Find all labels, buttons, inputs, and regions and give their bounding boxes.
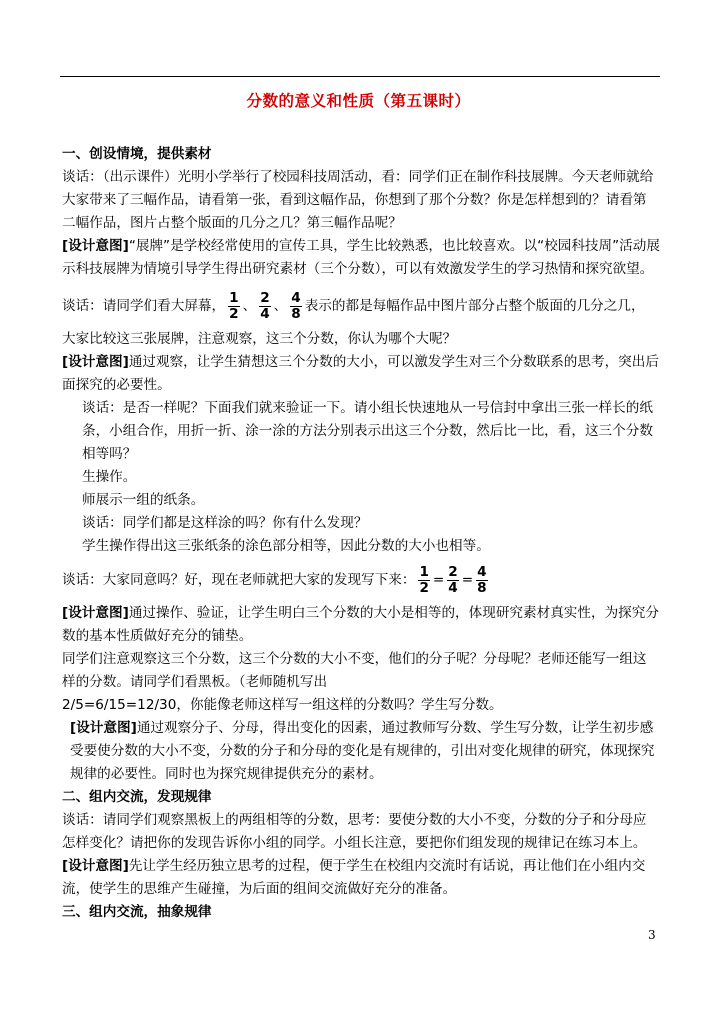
fractions-tail: 表示的都是每幅作品中图片部分占整个版面的几分之几，	[304, 298, 645, 314]
paragraph-verify: 谈话：是否一样呢？下面我们就来验证一下。请小组长快速地从一号信封中拿出三张一样长的纸条，小组合作，用折一折、涂一涂的方法分别表示出这三个分数，然后比一比，看，这三个分数相等吗？	[82, 400, 653, 462]
fraction-numerator: 2	[448, 563, 458, 580]
design-intent-1	[62, 235, 660, 281]
eq-fraction-3	[476, 565, 487, 596]
separator: 、	[242, 298, 257, 314]
paragraph-question: 谈话：同学们都是这样涂的吗？你有什么发现？	[82, 515, 368, 531]
design-intent-label: [设计意图]	[62, 238, 129, 254]
page-number: 3	[648, 928, 656, 942]
design-intent-text: 通过观察，让学生猜想这三个分数的大小，可以激发学生对三个分数联系的思考，突出后面探究的必要性。	[62, 354, 659, 393]
fraction-denominator: 4	[448, 579, 458, 596]
design-intent-text: 先让学生经历独立思考的过程，便于学生在校组内交流时有话说，再让他们在小组内交流，使学生的思维产生碰撞，为后面的组间交流做好充分的准备。	[62, 858, 646, 897]
eq-fraction-1	[418, 565, 429, 596]
paragraph-fractions	[62, 284, 660, 328]
paragraph-intro: 谈话：（出示课件）光明小学举行了校园科技周活动，看：同学们正在制作科技展牌。今天老师就给大家带来了三幅作品，请看第一张，看到这幅作品，你想到了那个分数？你是怎样想到的？请看第二幅作品，图片占整个版面的几分之几？第三幅作品呢？	[62, 169, 654, 231]
fraction-numerator: 1	[419, 563, 429, 580]
paragraph-example: 2/5=6/15=12/30，你能像老师这样写一组这样的分数吗？学生写分数。	[62, 697, 503, 713]
fraction-numerator: 2	[260, 289, 270, 306]
section-heading-1: 一、创设情境，提供素材	[62, 146, 212, 162]
paragraph-observe: 同学们注意观察这三个分数，这三个分数的大小不变，他们的分子呢？分母呢？老师还能写一组这样的分数。请同学们看黑板。（老师随机写出	[62, 651, 647, 690]
fractions-lead: 谈话：请同学们看大屏幕，	[62, 298, 226, 314]
fraction-numerator: 4	[291, 289, 301, 306]
page-title: 分数的意义和性质（第五课时）	[246, 92, 471, 110]
separator: 、	[273, 298, 288, 314]
design-intent-2	[62, 351, 660, 397]
design-intent-5	[62, 855, 660, 901]
fraction-3	[290, 291, 301, 322]
design-intent-3	[62, 602, 660, 648]
fraction-2	[259, 291, 270, 322]
equals-sign: =	[461, 572, 474, 588]
document-body	[62, 143, 660, 924]
eq-fraction-2	[447, 565, 458, 596]
fraction-numerator: 4	[477, 563, 487, 580]
fraction-denominator: 8	[291, 305, 301, 322]
design-intent-text: 通过操作、验证，让学生明白三个分数的大小是相等的，体现研究素材真实性，为探究分数的基本性质做好充分的铺垫。	[62, 605, 659, 644]
paragraph-group-discuss: 谈话：请同学们观察黑板上的两组相等的分数，思考：要使分数的大小不变，分数的分子和分母应怎样变化？请把你的发现告诉你小组的同学。小组长注意，要把你们组发现的规律记在练习本上。	[62, 812, 647, 851]
equation-lead: 谈话：大家同意吗？好，现在老师就把大家的发现写下来：	[62, 572, 416, 588]
fraction-numerator: 1	[229, 289, 239, 306]
paragraph-operate: 生操作。	[82, 469, 137, 485]
design-intent-label: [设计意图]	[70, 720, 137, 736]
design-intent-text: “展牌”是学校经常使用的宣传工具，学生比较熟悉，也比较喜欢。以“校园科技周”活动展示科技展牌为情境引导学生得出研究素材（三个分数），可以有效激发学生的学习热情和探究欲望。	[62, 238, 660, 277]
header-rule	[60, 76, 660, 77]
fraction-1	[228, 291, 239, 322]
design-intent-label: [设计意图]	[62, 605, 129, 621]
paragraph-compare: 大家比较这三张展牌，注意观察，这三个分数，你认为哪个大呢？	[62, 331, 457, 347]
fraction-denominator: 8	[477, 579, 487, 596]
design-intent-4	[62, 717, 660, 786]
fraction-denominator: 4	[260, 305, 270, 322]
section-heading-2: 二、组内交流，发现规律	[62, 789, 212, 805]
equals-sign: =	[432, 572, 445, 588]
design-intent-label: [设计意图]	[62, 354, 129, 370]
fraction-denominator: 2	[419, 579, 429, 596]
paragraph-show: 师展示一组的纸条。	[82, 492, 205, 508]
paragraph-result: 学生操作得出这三张纸条的涂色部分相等，因此分数的大小也相等。	[82, 538, 490, 554]
design-intent-label: [设计意图]	[62, 858, 129, 874]
design-intent-text: 通过观察分子、分母，得出变化的因素，通过教师写分数、学生写分数，让学生初步感受要使分数的大小不变，分数的分子和分母的变化是有规律的，引出对变化规律的研究，体现探究规律的必要性。同时也为探究规律提供充分的素材。	[70, 720, 655, 782]
paragraph-equation	[62, 558, 660, 602]
section-heading-3: 三、组内交流，抽象规律	[62, 904, 212, 920]
fraction-denominator: 2	[229, 305, 239, 322]
